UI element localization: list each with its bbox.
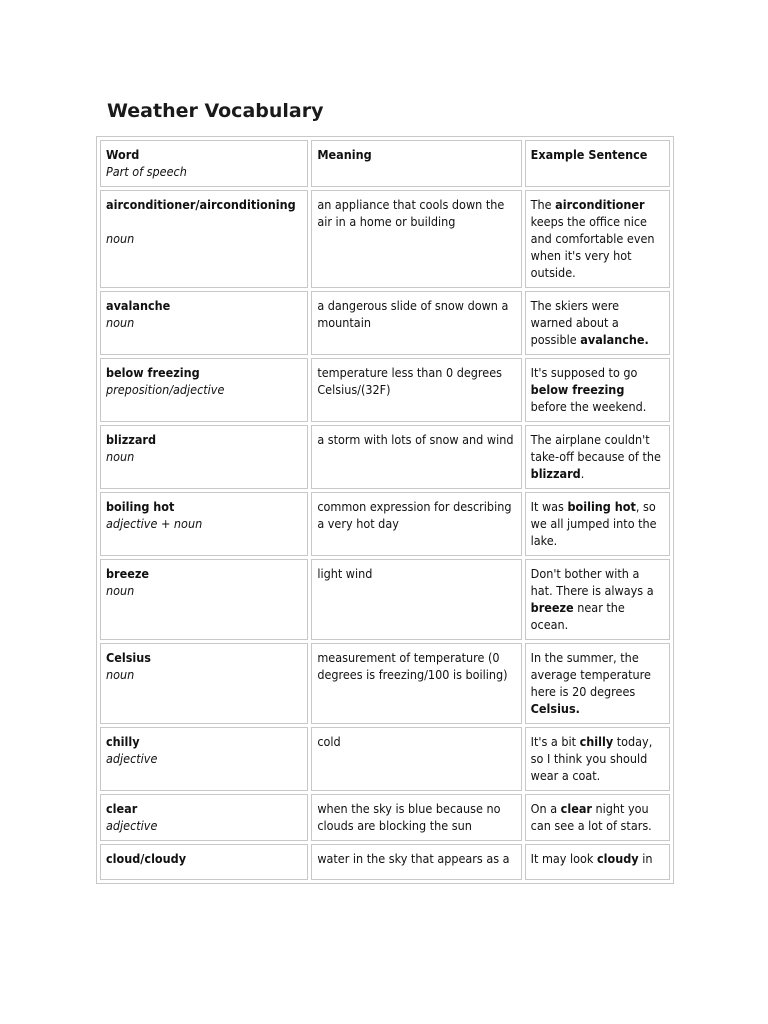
meaning-cell: an appliance that cools down the air in a home or building: [311, 190, 521, 288]
part-of-speech: adjective: [106, 818, 158, 833]
example-cell: On a clear night you can see a lot of stars.: [525, 794, 670, 841]
part-of-speech: adjective: [106, 751, 158, 766]
header-word-cell: [100, 140, 308, 187]
word: cloud/cloudy: [106, 851, 187, 866]
example-keyword: boiling hot: [567, 499, 636, 514]
part-of-speech: noun: [106, 583, 135, 598]
meaning-cell: common expression for describing a very hot day: [311, 492, 521, 556]
example-keyword: Celsius.: [530, 701, 580, 716]
word: breeze: [106, 566, 150, 581]
example-cell: It's a bit chilly today, so I think you should wear a coat.: [525, 727, 670, 791]
example-cell: It's supposed to go below freezing before the weekend.: [525, 358, 670, 422]
example-cell: The airplane couldn't take-off because of the blizzard.: [525, 425, 670, 489]
word-cell: [100, 358, 308, 422]
table-row: [100, 358, 670, 422]
example-keyword: clear: [560, 801, 592, 816]
meaning-cell: measurement of temperature (0 degrees is freezing/100 is boiling): [311, 643, 521, 724]
part-of-speech: noun: [106, 449, 135, 464]
word-cell: [100, 190, 308, 288]
table-row: [100, 559, 670, 640]
word-cell: [100, 291, 308, 355]
example-keyword: blizzard: [530, 466, 581, 481]
example-cell: In the summer, the average temperature here is 20 degrees Celsius.: [525, 643, 670, 724]
example-keyword: breeze: [530, 600, 574, 615]
example-keyword: chilly: [579, 734, 614, 749]
table-row: [100, 425, 670, 489]
meaning-cell: a dangerous slide of snow down a mountain: [311, 291, 521, 355]
word-cell: [100, 559, 308, 640]
word-cell: [100, 844, 308, 880]
part-of-speech: noun: [106, 231, 135, 246]
word: clear: [106, 801, 138, 816]
example-keyword: below freezing: [530, 382, 625, 397]
word: below freezing: [106, 365, 200, 380]
word: boiling hot: [106, 499, 175, 514]
table-row: [100, 492, 670, 556]
word: chilly: [106, 734, 140, 749]
word-cell: [100, 794, 308, 841]
word: blizzard: [106, 432, 157, 447]
example-keyword: cloudy: [596, 851, 639, 866]
header-example-cell: [525, 140, 670, 187]
meaning-cell: when the sky is blue because no clouds are blocking the sun: [311, 794, 521, 841]
word-cell: [100, 492, 308, 556]
word-cell: [100, 643, 308, 724]
example-keyword: airconditioner: [555, 197, 645, 212]
meaning-cell: water in the sky that appears as a: [311, 844, 521, 880]
example-keyword: avalanche.: [580, 332, 649, 347]
meaning-cell: light wind: [311, 559, 521, 640]
part-of-speech: noun: [106, 667, 135, 682]
word-cell: [100, 727, 308, 791]
table-row: [100, 190, 670, 288]
page-title: Weather Vocabulary: [107, 100, 324, 122]
meaning-cell: a storm with lots of snow and wind: [311, 425, 521, 489]
meaning-cell: cold: [311, 727, 521, 791]
table-row: [100, 727, 670, 791]
example-cell: It may look cloudy in: [525, 844, 670, 880]
example-cell: The skiers were warned about a possible avalanche.: [525, 291, 670, 355]
header-part-of-speech: Part of speech: [106, 164, 187, 179]
word: avalanche: [106, 298, 171, 313]
table-header-row: [100, 140, 670, 187]
header-word: Word: [106, 147, 140, 162]
part-of-speech: preposition/adjective: [106, 382, 225, 397]
part-of-speech: noun: [106, 315, 135, 330]
word: Celsius: [106, 650, 151, 665]
header-meaning-cell: [311, 140, 521, 187]
header-meaning: Meaning: [317, 147, 372, 162]
vocabulary-table: [96, 136, 674, 884]
table-row: [100, 794, 670, 841]
meaning-cell: temperature less than 0 degrees Celsius/(32F): [311, 358, 521, 422]
example-cell: It was boiling hot, so we all jumped into the lake.: [525, 492, 670, 556]
word-cell: [100, 425, 308, 489]
example-cell: Don't bother with a hat. There is always a breeze near the ocean.: [525, 559, 670, 640]
table-row: [100, 643, 670, 724]
part-of-speech: adjective + noun: [106, 516, 203, 531]
example-cell: The airconditioner keeps the office nice and comfortable even when it's very hot outside.: [525, 190, 670, 288]
table-row: [100, 291, 670, 355]
header-example: Example Sentence: [530, 147, 648, 162]
table-row: [100, 844, 670, 880]
word: airconditioner/airconditioning: [106, 197, 296, 212]
